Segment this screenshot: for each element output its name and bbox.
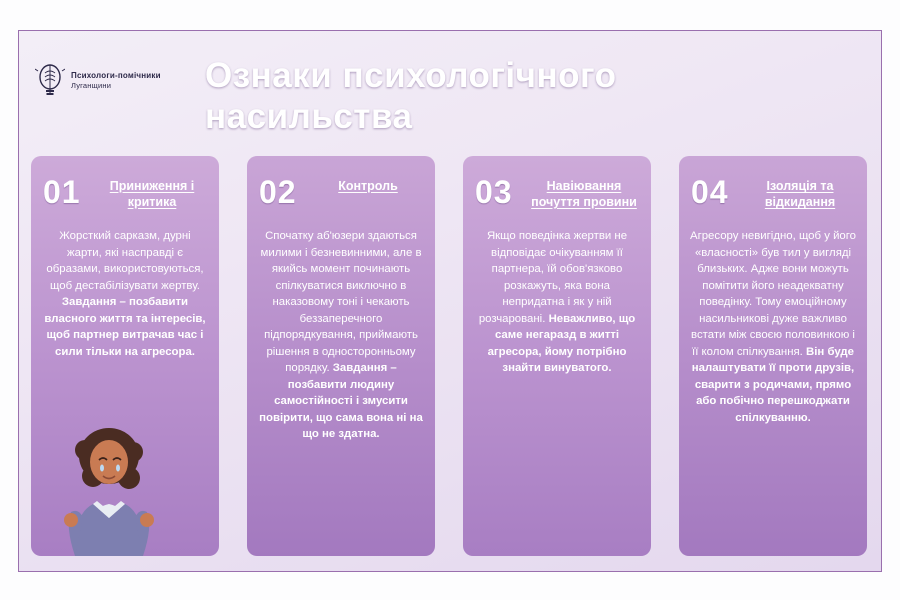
card-body-bold: Неважливо, що саме негаразд в житті агресора, йому потрібно знайти винуватого. — [487, 312, 636, 374]
card-heading: Навіювання почуття провини — [531, 179, 637, 209]
card-heading: Контроль — [338, 179, 398, 193]
page-left-margin — [0, 0, 18, 600]
logo-text — [71, 71, 161, 91]
card-number: 03 — [475, 174, 513, 210]
card-body-plain: Агресору невигідно, щоб у його «власності» був тил у вигляді близьких. Адже вони можуть помітити його неадекватну поведінку. Тому емоційному насильникові дуже важливо встати між своєю половинкою і її колом спілкування. — [689, 230, 857, 358]
organization-logo — [35, 59, 165, 103]
info-card-2 — [247, 156, 435, 556]
logo-text-line2: Луганщини — [71, 81, 112, 90]
page-top-margin — [0, 0, 900, 30]
page-title: Ознаки психологічного насильства — [205, 56, 617, 136]
card-body-plain: Спочатку аб'юзери здаються милими і безневинними, але в якийсь момент починають спілкуватися виключно в наказовому тоні і чекають беззаперечного підпорядкування, приймають рішення в односторонньому порядку. — [260, 230, 422, 374]
card-body — [689, 228, 857, 426]
card-body-bold: Завдання – позбавити власного життя та інтересів, щоб партнер витрачав час і сили тільки на агресора. — [44, 296, 206, 358]
page-right-margin — [882, 0, 900, 600]
lightbulb-brain-icon — [35, 63, 65, 99]
slide-canvas — [18, 30, 882, 572]
card-body — [257, 228, 425, 443]
info-card-3 — [463, 156, 651, 556]
card-number: 04 — [691, 174, 729, 210]
logo-text-line1: Психологи-помічники — [71, 71, 161, 80]
info-card-4 — [679, 156, 867, 556]
card-body-plain: Якщо поведінка жертви не відповідає очікуванням її партнера, їй обов'язково розкажуть, яка вона непридатна і як у ній розчаровані. — [478, 230, 628, 325]
info-card-1 — [31, 156, 219, 556]
card-body-bold: Завдання – позбавити людину самостійності і змусити повірити, що сама вона ні на що не здатна. — [259, 362, 423, 440]
card-body — [41, 228, 209, 360]
page-bottom-margin — [0, 572, 900, 600]
card-body-plain: Жорсткий сарказм, дурні жарти, які насправді є образами, використовуються, щоб дестабілізувати жертву. — [46, 230, 204, 292]
card-number: 02 — [259, 174, 297, 210]
card-heading: Приниження і критика — [109, 179, 195, 209]
card-body-bold: Він буде налаштувати її проти друзів, сварити з родичами, прямо або побічно перешкоджати спілкуванню. — [691, 345, 855, 424]
card-heading: Ізоляція та відкидання — [764, 179, 836, 209]
card-number: 01 — [43, 174, 81, 210]
card-body — [473, 228, 641, 377]
woman-crying-illustration — [49, 416, 199, 556]
